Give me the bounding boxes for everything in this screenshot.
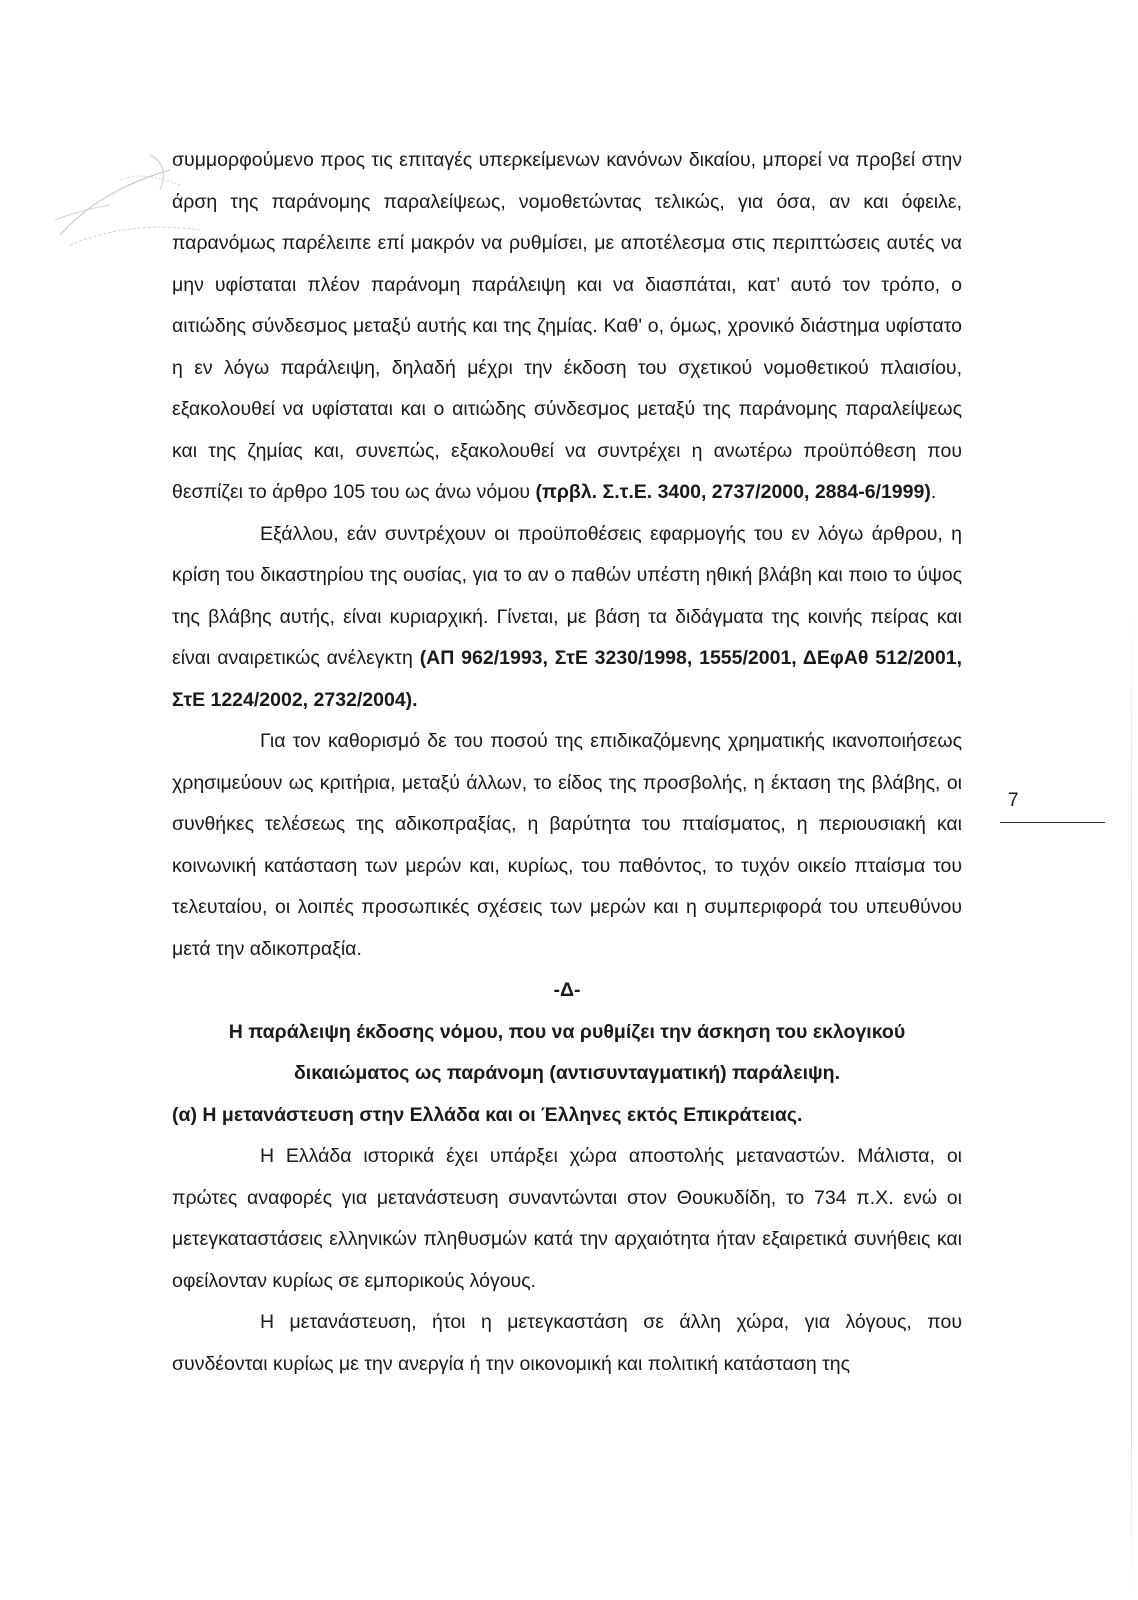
paragraph-4: Η Ελλάδα ιστορικά έχει υπάρξει χώρα αποστολής μεταναστών. Μάλιστα, οι πρώτες αναφορές για μετανάστευση συναντώνται στον Θουκυδίδη, το 734 π.Χ. ενώ οι μετεγκαταστάσεις ελληνικών πληθυσμών κατά την αρχαιότητα ήταν εξαιρετικά συνήθεις και οφείλονταν κυρίως σε εμπορικούς λόγους.: [172, 1145, 962, 1292]
paragraph-2-citation: (ΑΠ 962/1993, ΣτΕ 3230/1998, 1555/2001, ΔΕφΑθ 512/2001, ΣτΕ 1224/2002, 2732/2004).: [172, 647, 962, 711]
subheading: (α) Η μετανάστευση στην Ελλάδα και οι Έλληνες εκτός Επικράτειας.: [172, 1103, 803, 1126]
paragraph-3: Για τον καθορισμό δε του ποσού της επιδικαζόμενης χρηματικής ικανοποιήσεως χρησιμεύουν ως κριτήρια, μεταξύ άλλων, το είδος της προσβολής, η έκταση της βλάβης, οι συνθήκες τελέσεως της αδικοπραξίας, η βαρύτητα του πταίσματος, η περιουσιακή και κοινωνική κατάσταση των μερών και, κυρίως, του παθόντος, το τυχόν οικείο πταίσμα του τελευταίου, οι λοιπές προσωπικές σχέσεις των μερών και η συμπεριφορά του υπευθύνου μετά την αδικοπραξία.: [172, 730, 962, 960]
page-number-rule: [1000, 822, 1105, 823]
paragraph-5: Η μετανάστευση, ήτοι η μετεγκαστάση σε άλλη χώρα, για λόγους, που συνδέονται κυρίως με την ανεργία ή την οικονομική και πολιτική κατάσταση της: [172, 1311, 962, 1375]
scan-edge-line: [1131, 600, 1132, 1600]
paragraph-1: [172, 140, 962, 514]
section-heading: Η παράλειψη έκδοσης νόμου, που να ρυθμίζει την άσκηση του εκλογικού δικαιώματος ως παράνομη (αντισυνταγματική) παράλειψη.: [228, 1020, 906, 1084]
document-body: [172, 140, 962, 1385]
paragraph-2: [172, 514, 962, 722]
paragraph-1-citation: (πρβλ. Σ.τ.Ε. 3400, 2737/2000, 2884-6/1999): [535, 481, 931, 503]
paragraph-1-text: συμμορφούμενο προς τις επιταγές υπερκείμενων κανόνων δικαίου, μπορεί να προβεί στην άρση της παράνομης παραλείψεως, νομοθετώντας τελικώς, για όσα, αν και όφειλε, παρανόμως παρέλειπε επί μακρόν να ρυθμίσει, με αποτέλεσμα στις περιπτώσεις αυτές να μην υφίσταται πλέον παράνομη παράλειψη και να διασπάται, κατ’ αυτό τον τρόπο, ο αιτιώδης σύνδεσμος μεταξύ αυτής και της ζημίας. Καθ' ο, όμως, χρονικό διάστημα υφίστατο η εν λόγω παράλειψη, δηλαδή μέχρι την έκδοση του σχετικού νομοθετικού πλαισίου, εξακολουθεί να υφίσταται και ο αιτιώδης σύνδεσμος μεταξύ της παράνομης παραλείψεως και της ζημίας και, συνεπώς, εξακολουθεί να συντρέχει η ανωτέρω προϋπόθεση που θεσπίζει το άρθρο 105 του ως άνω νόμου: [172, 149, 962, 503]
page-number: 7: [1008, 790, 1019, 811]
paragraph-1-end: .: [930, 481, 937, 503]
section-mark: -Δ-: [553, 979, 581, 1001]
paragraph-2-text: Εξάλλου, εάν συντρέχουν οι προϋποθέσεις εφαρμογής του εν λόγω άρθρου, η κρίση του δικαστηρίου της ουσίας, για το αν ο παθών υπέστη ηθική βλάβη και ποιο το ύψος της βλάβης αυτής, είναι κυριαρχική. Γίνεται, με βάση τα διδάγματα της κοινής πείρας και είναι αναιρετικώς ανέλεγκτη: [172, 522, 962, 669]
